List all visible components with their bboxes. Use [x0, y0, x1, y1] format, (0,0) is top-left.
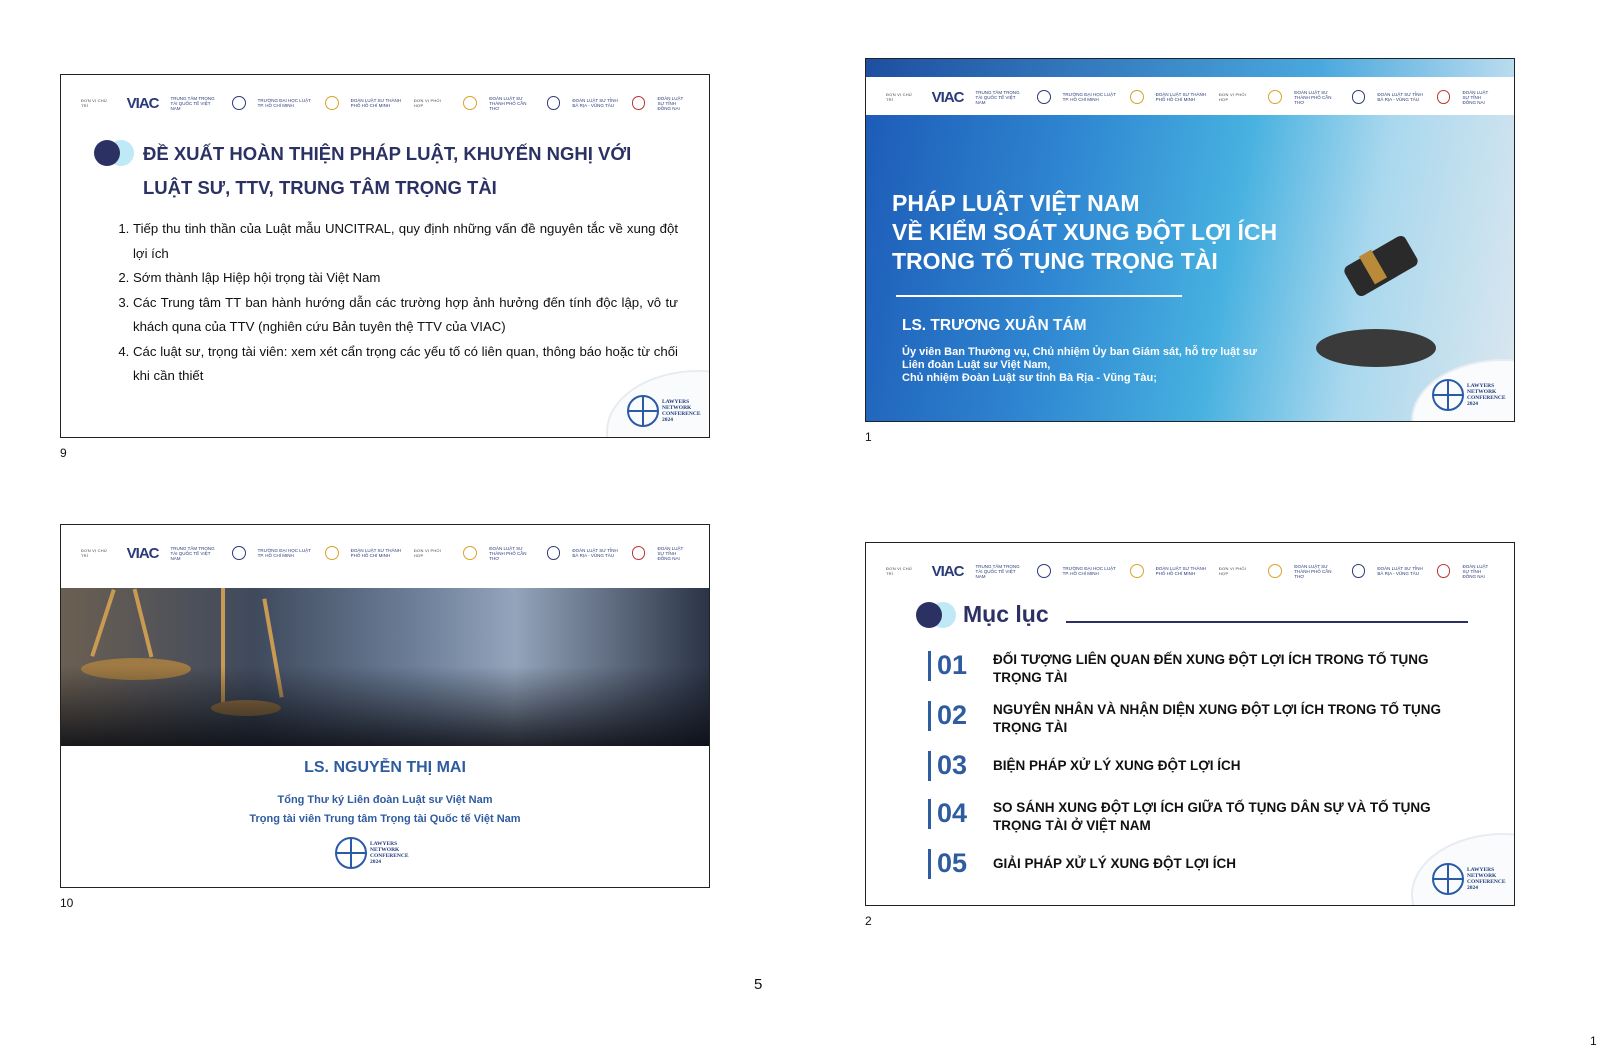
toc-number: 05: [937, 848, 968, 878]
hcm-bar-seal-icon: [1130, 564, 1144, 578]
conference-text: [1467, 383, 1506, 407]
dongnai-bar-name: ĐOÀN LUẬT SƯ TỈNH ĐỒNG NAI: [1462, 563, 1489, 579]
toc-number: 02: [937, 700, 968, 730]
role-line-2: Liên đoàn Luật sư Việt Nam,: [902, 359, 1051, 371]
slide-number-9: 9: [60, 446, 67, 460]
toc-text: BIỆN PHÁP XỬ LÝ XUNG ĐỘT LỢI ÍCH: [993, 758, 1241, 773]
toc-item[interactable]: [928, 699, 1488, 737]
slide-9[interactable]: [60, 74, 710, 438]
conference-text: [370, 841, 409, 865]
corner-mark: 1: [1590, 1034, 1597, 1048]
list-item: 1. Tiếp thu tinh thần của Luật mẫu UNCITRAL, quy định những vấn đề nguyên tắc về xung đột lợi ích: [133, 217, 678, 266]
dongnai-bar-seal-icon: [1437, 90, 1451, 104]
toc-number: 04: [937, 798, 968, 828]
cantho-bar-seal-icon: [1268, 564, 1282, 578]
conference-line: 2024: [662, 417, 673, 423]
hcm-bar-name: ĐOÀN LUẬT SƯ THÀNH PHỐ HỒ CHÍ MINH: [1155, 566, 1207, 576]
list-item: 4. Các luật sư, trọng tài viên: xem xét cẩn trọng các yếu tố có liên quan, thông báo hoặc từ chối khi cần thiết: [133, 340, 678, 389]
slide-number-1: 1: [865, 430, 872, 444]
brvt-bar-name: ĐOÀN LUẬT SƯ TỈNH BÀ RỊA - VŨNG TÀU: [1377, 92, 1423, 102]
conference-badge: [1432, 379, 1506, 411]
cantho-bar-seal-icon: [463, 96, 477, 110]
conference-line: NETWORK: [1467, 873, 1497, 879]
slide-title: [143, 137, 683, 205]
hcm-bar-seal-icon: [325, 96, 339, 110]
host-label: ĐƠN VỊ CHỦ TRÌ: [81, 98, 107, 108]
list-item: 2. Sớm thành lập Hiệp hội trọng tài Việt Nam: [133, 266, 678, 291]
toc-item[interactable]: [928, 847, 1488, 879]
gavel-base: [1316, 329, 1436, 367]
title-line-3: TRONG TỐ TỤNG TRỌNG TÀI: [892, 248, 1218, 274]
host-label: ĐƠN VỊ CHỦ TRÌ: [886, 92, 912, 102]
brvt-bar-seal-icon: [547, 546, 561, 560]
title-bullet-icon: [94, 140, 138, 166]
toc-text: SO SÁNH XUNG ĐỘT LỢI ÍCH GIỮA TỐ TỤNG DÂN SỰ VÀ TỐ TỤNG TRỌNG TÀI Ở VIỆT NAM: [993, 800, 1431, 833]
hcm-bar-seal-icon: [325, 546, 339, 560]
host-label: ĐƠN VỊ CHỦ TRÌ: [81, 548, 107, 558]
globe-scales-icon: [335, 837, 367, 869]
conference-line: LAWYERS: [1467, 867, 1495, 873]
toc-item[interactable]: [928, 649, 1488, 687]
title-line-1: ĐỀ XUẤT HOÀN THIỆN PHÁP LUẬT, KHUYẾN NGHỊ VỚI: [143, 143, 632, 164]
cantho-bar-name: ĐOÀN LUẬT SƯ THÀNH PHỐ CẦN THƠ: [489, 95, 527, 111]
role-line-1: Ủy viên Ban Thường vụ, Chủ nhiệm Ủy ban Giám sát, hỗ trợ luật sư: [902, 346, 1257, 358]
globe-scales-icon: [1432, 863, 1464, 895]
title-line-2: LUẬT SƯ, TTV, TRUNG TÂM TRỌNG TÀI: [143, 177, 497, 198]
toc-number: 03: [937, 750, 968, 780]
partner-logo-strip: [61, 89, 709, 117]
university-name: TRƯỜNG ĐẠI HỌC LUẬT TP. HỒ CHÍ MINH: [257, 98, 311, 108]
speaker-role: [61, 791, 709, 829]
partner-label: ĐƠN VỊ PHỐI HỢP: [1218, 92, 1247, 102]
top-gradient-strip: [866, 59, 1514, 77]
hcm-bar-seal-icon: [1130, 90, 1144, 104]
viac-logo: VIAC: [126, 94, 159, 112]
partner-label: ĐƠN VỊ PHỐI HỢP: [413, 98, 442, 108]
university-name: TRƯỜNG ĐẠI HỌC LUẬT TP. HỒ CHÍ MINH: [1062, 92, 1116, 102]
brvt-bar-name: ĐOÀN LUẬT SƯ TỈNH BÀ RỊA - VŨNG TÀU: [572, 548, 618, 558]
university-name: TRƯỜNG ĐẠI HỌC LUẬT TP. HỒ CHÍ MINH: [1062, 566, 1116, 576]
conference-text: [1467, 867, 1506, 891]
slide-10[interactable]: [60, 524, 710, 888]
dongnai-bar-seal-icon: [632, 96, 646, 110]
toc-number: 01: [937, 650, 968, 680]
viac-subtitle: TRUNG TÂM TRỌNG TÀI QUỐC TẾ VIỆT NAM: [975, 563, 1020, 579]
hcm-bar-name: ĐOÀN LUẬT SƯ THÀNH PHỐ HỒ CHÍ MINH: [1155, 92, 1207, 102]
role-line-1: Tổng Thư ký Liên đoàn Luật sư Việt Nam: [277, 794, 493, 806]
conference-line: CONFERENCE: [662, 411, 701, 417]
viac-logo: VIAC: [931, 562, 964, 580]
conference-line: LAWYERS: [662, 399, 690, 405]
recommendation-list: [115, 217, 678, 389]
slide-1[interactable]: [865, 58, 1515, 422]
title-divider: [896, 295, 1182, 297]
conference-line: NETWORK: [662, 405, 692, 411]
conference-badge: [335, 837, 409, 869]
conference-line: 2024: [1467, 885, 1478, 891]
viac-subtitle: TRUNG TÂM TRỌNG TÀI QUỐC TẾ VIỆT NAM: [975, 89, 1020, 105]
cantho-bar-name: ĐOÀN LUẬT SƯ THÀNH PHỐ CẦN THƠ: [489, 545, 527, 561]
slide-2[interactable]: [865, 542, 1515, 906]
globe-scales-icon: [627, 395, 659, 427]
role-line-2: Trọng tài viên Trung tâm Trọng tài Quốc tế Việt Nam: [249, 813, 521, 825]
partner-label: ĐƠN VỊ PHỐI HỢP: [1218, 566, 1247, 576]
hcm-bar-name: ĐOÀN LUẬT SƯ THÀNH PHỐ HỒ CHÍ MINH: [350, 548, 402, 558]
role-line-3: Chủ nhiệm Đoàn Luật sư tỉnh Bà Rịa - Vũng Tàu;: [902, 372, 1157, 384]
title-underline: [1066, 621, 1468, 623]
brvt-bar-name: ĐOÀN LUẬT SƯ TỈNH BÀ RỊA - VŨNG TÀU: [572, 98, 618, 108]
brvt-bar-seal-icon: [547, 96, 561, 110]
partner-label: ĐƠN VỊ PHỐI HỢP: [413, 548, 442, 558]
toc-list: [928, 649, 1488, 891]
partner-logo-strip: [866, 83, 1514, 111]
conference-badge: [627, 395, 701, 427]
partner-logo-strip: [61, 539, 709, 567]
slide-number-2: 2: [865, 914, 872, 928]
globe-scales-icon: [1432, 379, 1464, 411]
conference-line: NETWORK: [370, 847, 400, 853]
dongnai-bar-name: ĐOÀN LUẬT SƯ TỈNH ĐỒNG NAI: [657, 95, 684, 111]
toc-title: Mục lục: [963, 601, 1049, 627]
dongnai-bar-seal-icon: [1437, 564, 1451, 578]
page-number: 5: [754, 976, 763, 993]
title-bullet-icon: [916, 602, 960, 628]
university-seal-icon: [1037, 90, 1051, 104]
scales-of-justice-photo: [61, 588, 709, 746]
speaker-role: [902, 346, 1257, 385]
viac-logo: VIAC: [931, 88, 964, 106]
cantho-bar-name: ĐOÀN LUẬT SƯ THÀNH PHỐ CẦN THƠ: [1294, 89, 1332, 105]
cantho-bar-seal-icon: [1268, 90, 1282, 104]
title-line-2: VỀ KIỂM SOÁT XUNG ĐỘT LỢI ÍCH: [892, 219, 1278, 245]
dongnai-bar-name: ĐOÀN LUẬT SƯ TỈNH ĐỒNG NAI: [657, 545, 684, 561]
conference-badge: [1432, 863, 1506, 895]
conference-line: LAWYERS: [1467, 383, 1495, 389]
brvt-bar-seal-icon: [1352, 90, 1366, 104]
partner-logo-strip: [866, 557, 1514, 585]
toc-text: NGUYÊN NHÂN VÀ NHẬN DIỆN XUNG ĐỘT LỢI ÍCH TRONG TỐ TỤNG TRỌNG TÀI: [993, 702, 1442, 735]
university-name: TRƯỜNG ĐẠI HỌC LUẬT TP. HỒ CHÍ MINH: [257, 548, 311, 558]
university-seal-icon: [1037, 564, 1051, 578]
dongnai-bar-name: ĐOÀN LUẬT SƯ TỈNH ĐỒNG NAI: [1462, 89, 1489, 105]
hcm-bar-name: ĐOÀN LUẬT SƯ THÀNH PHỐ HỒ CHÍ MINH: [350, 98, 402, 108]
speaker-name: LS. TRƯƠNG XUÂN TÁM: [902, 317, 1087, 334]
conference-line: CONFERENCE: [1467, 395, 1506, 401]
conference-text: [662, 399, 701, 423]
conference-line: 2024: [370, 859, 381, 865]
toc-text: ĐỐI TƯỢNG LIÊN QUAN ĐẾN XUNG ĐỘT LỢI ÍCH TRONG TỐ TỤNG TRỌNG TÀI: [993, 652, 1429, 685]
dongnai-bar-seal-icon: [632, 546, 646, 560]
toc-text: GIẢI PHÁP XỬ LÝ XUNG ĐỘT LỢI ÍCH: [993, 856, 1236, 871]
conference-line: CONFERENCE: [370, 853, 409, 859]
cantho-bar-seal-icon: [463, 546, 477, 560]
toc-item[interactable]: [928, 797, 1488, 835]
cantho-bar-name: ĐOÀN LUẬT SƯ THÀNH PHỐ CẦN THƠ: [1294, 563, 1332, 579]
conference-line: CONFERENCE: [1467, 879, 1506, 885]
list-item: 3. Các Trung tâm TT ban hành hướng dẫn các trường hợp ảnh hưởng đến tính độc lập, vô tư khách quna của TTV (nghiên cứu Bản tuyên thệ TTV của VIAC): [133, 291, 678, 340]
speaker-name: LS. NGUYỄN THỊ MAI: [304, 759, 466, 776]
toc-item[interactable]: [928, 749, 1488, 781]
university-seal-icon: [232, 546, 246, 560]
slide-title: [892, 189, 1277, 276]
host-label: ĐƠN VỊ CHỦ TRÌ: [886, 566, 912, 576]
university-seal-icon: [232, 96, 246, 110]
brvt-bar-seal-icon: [1352, 564, 1366, 578]
brvt-bar-name: ĐOÀN LUẬT SƯ TỈNH BÀ RỊA - VŨNG TÀU: [1377, 566, 1423, 576]
slide-number-10: 10: [60, 896, 74, 910]
conference-line: NETWORK: [1467, 389, 1497, 395]
conference-line: LAWYERS: [370, 841, 398, 847]
conference-line: 2024: [1467, 401, 1478, 407]
title-line-1: PHÁP LUẬT VIỆT NAM: [892, 190, 1140, 216]
viac-logo: VIAC: [126, 544, 159, 562]
viac-subtitle: TRUNG TÂM TRỌNG TÀI QUỐC TẾ VIỆT NAM: [170, 95, 215, 111]
viac-subtitle: TRUNG TÂM TRỌNG TÀI QUỐC TẾ VIỆT NAM: [170, 545, 215, 561]
